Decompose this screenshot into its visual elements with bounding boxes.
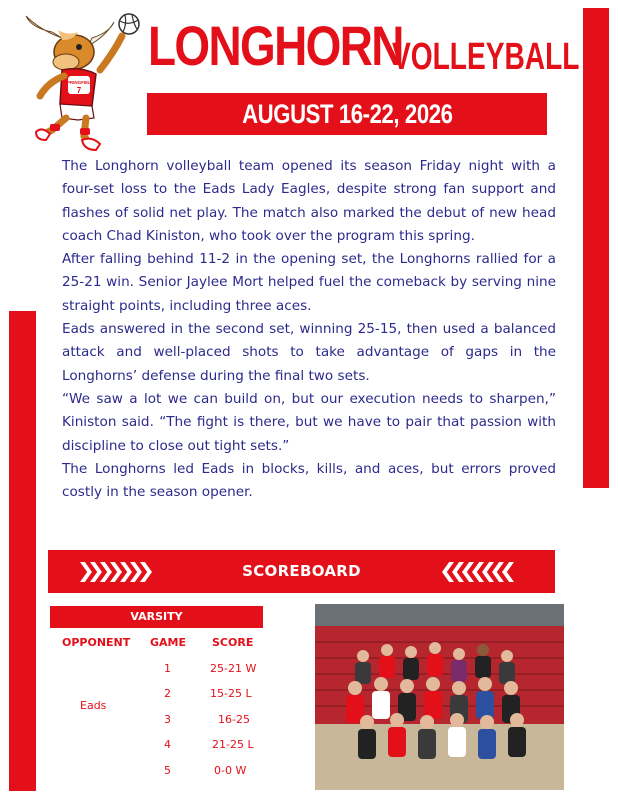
date-range: AUGUST 16-22, 2026 bbox=[241, 98, 453, 129]
article-paragraph: Eads answered in the second set, winning 25-15, then used a balanced attack and well-placed shots to take advantage of gaps in the Longhorns’ defense during the final two sets. bbox=[62, 321, 556, 384]
article-body bbox=[62, 155, 556, 504]
column-header-score: SCORE bbox=[212, 636, 254, 649]
column-header-opponent: OPPONENT bbox=[62, 636, 131, 649]
column-header-game: GAME bbox=[150, 636, 187, 649]
game-cell: 5 bbox=[164, 764, 171, 777]
score-cell: 21-25 L bbox=[212, 738, 254, 751]
right-accent-bar bbox=[583, 8, 609, 488]
article-paragraph: The Longhorns led Eads in blocks, kills, and aces, but errors proved costly in the season opener. bbox=[62, 460, 556, 501]
article-paragraph: “We saw a lot we can build on, but our execution needs to sharpen,” Kiniston said. “The fight is there, but we have to pair that passion with discipline to close out tight sets.” bbox=[62, 390, 556, 454]
game-cell: 1 bbox=[164, 662, 171, 675]
page-title: LONGHORN bbox=[148, 14, 403, 77]
svg-text:SPRINGFIELD: SPRINGFIELD bbox=[63, 80, 95, 85]
left-accent-bar bbox=[9, 311, 36, 791]
game-cell: 2 bbox=[164, 687, 171, 700]
score-cell: 16-25 bbox=[218, 713, 250, 726]
scoreboard-banner bbox=[48, 550, 555, 593]
scoreboard-title: SCOREBOARD bbox=[242, 562, 361, 580]
team-photo bbox=[315, 604, 564, 790]
game-cell: 3 bbox=[164, 713, 171, 726]
game-cell: 4 bbox=[164, 738, 171, 751]
longhorn-mascot-illustration bbox=[22, 10, 152, 152]
article-paragraph: After falling behind 11-2 in the opening set, the Longhorns rallied for a 25-21 win. Senior Jaylee Mort helped fuel the comeback by serving nine straight points, including three aces. bbox=[62, 251, 556, 314]
chevron-left-icon bbox=[442, 562, 512, 582]
opponent-cell: Eads bbox=[80, 699, 107, 712]
score-cell: 0-0 W bbox=[214, 764, 247, 777]
article-paragraph: The Longhorn volleyball team opened its season Friday night with a four-set loss to the Eads Lady Eagles, despite strong fan support and flashes of solid net play. The match also marked the debut of new head coach Chad Kiniston, who took over the program this spring. bbox=[62, 158, 556, 244]
score-cell: 25-21 W bbox=[210, 662, 257, 675]
date-banner bbox=[147, 93, 547, 135]
page-subtitle: VOLLEYBALL bbox=[392, 36, 580, 78]
score-cell: 15-25 L bbox=[210, 687, 252, 700]
svg-text:7: 7 bbox=[76, 86, 82, 95]
volleyball-icon bbox=[119, 14, 139, 34]
table-title: VARSITY bbox=[50, 606, 263, 628]
